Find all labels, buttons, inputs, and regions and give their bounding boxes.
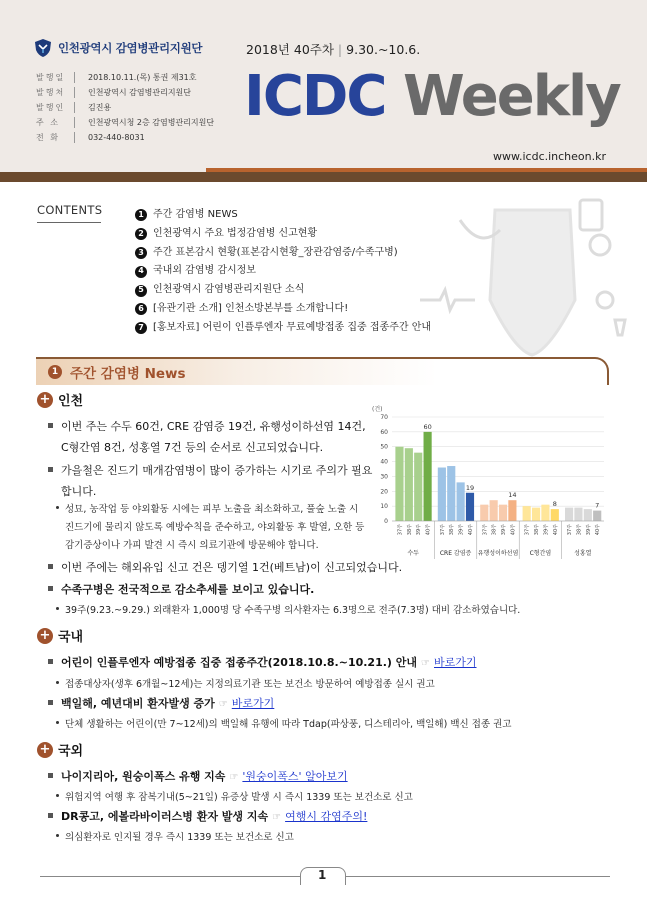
bar: [584, 509, 592, 521]
item-number: 3: [135, 247, 147, 259]
item-text: [홍보자료] 어린이 인플루엔자 무료예방접종 집중 접종주간 안내: [153, 321, 432, 333]
week-tick-label: 40주: [425, 524, 432, 536]
week-tick-label: 40주: [552, 524, 559, 536]
issue-period: 9.30.~10.6.: [346, 42, 421, 57]
week-tick-label: 38주: [449, 524, 456, 536]
week-tick-label: 40주: [467, 524, 474, 536]
pointing-hand-icon: ☞: [272, 812, 282, 823]
item-number: 6: [135, 303, 147, 315]
meta-value: 032-440-8031: [88, 133, 145, 142]
header-stripe: [0, 172, 647, 182]
item-text: 인천광역시 주요 법정감염병 신고현황: [153, 227, 318, 239]
sub-bullet-text: 접종대상자(생후 6개월~12세)는 지정의료기관 또는 보건소 방문하여 예방접종 실시 권고: [65, 679, 435, 690]
sub-bullet-text: 성묘, 농작업 등 야외활동 시에는 피부 노출을 최소화하고, 풀숲 노출 시: [65, 504, 359, 515]
item-text: 국내외 감염병 감시정보: [153, 265, 256, 277]
contents-item[interactable]: [135, 262, 431, 281]
meta-value: 2018.10.11.(목) 통권 제31호: [88, 73, 197, 82]
bar: [551, 509, 559, 521]
pointing-hand-icon: ☞: [229, 772, 239, 783]
y-tick-label: 0: [384, 518, 388, 525]
y-axis-label: (건): [372, 406, 383, 413]
meta-key: 발행인: [36, 103, 66, 112]
y-tick-label: 40: [380, 458, 388, 466]
pointing-hand-icon: ☞: [218, 699, 228, 710]
bullet-item: [48, 416, 366, 458]
sub-bullet-item: [56, 789, 413, 807]
week-tick-label: 38주: [576, 524, 583, 536]
week-tick-label: 37주: [524, 524, 531, 536]
week-tick-label: 38주: [406, 524, 413, 536]
contents-item[interactable]: [135, 225, 431, 244]
item-number: 2: [135, 228, 147, 240]
bar: [457, 482, 465, 521]
item-text: 인천광역시 감염병관리지원단 소식: [153, 284, 305, 296]
sub-bullet-text: 감기증상이나 가피 발견 시 즉시 의료기관에 방문해야 합니다.: [65, 540, 319, 551]
y-tick-label: 70: [380, 414, 388, 421]
item-number: 4: [135, 266, 147, 278]
sub-bullet-text: 39주(9.23.~9.29.) 외래환자 1,000명 당 수족구병 의사환자는 6.3명으로 전주(7.3명) 대비 감소하였습니다.: [65, 605, 521, 616]
item-text: [유관기관 소개] 인천소방본부를 소개합니다!: [153, 302, 349, 314]
contents-heading: CONTENTS: [37, 203, 103, 217]
bar: [541, 505, 549, 521]
contents-item[interactable]: [135, 244, 431, 263]
week-tick-label: 40주: [510, 524, 517, 536]
y-tick-label: 60: [380, 428, 388, 436]
bullet-text: 수족구병은 전국적으로 감소추세를 보이고 있습니다.: [61, 583, 315, 596]
category-label: 유행성이하선염: [477, 550, 519, 557]
sub-bullet-item: [56, 602, 520, 620]
y-tick-label: 30: [380, 473, 388, 481]
week-tick-label: 38주: [491, 524, 498, 536]
contents-item[interactable]: [135, 300, 431, 319]
bullet-text: 이번 주는 수두 60건, CRE 감염증 19건, 유행성이하선염 14건,: [61, 420, 366, 433]
bar: [593, 511, 601, 521]
week-tick-label: 40주: [595, 524, 602, 536]
data-label: 7: [595, 501, 600, 510]
week-tick-label: 37주: [567, 524, 574, 536]
subsection-domestic: [37, 626, 83, 645]
category-label: C형간염: [529, 550, 552, 557]
sub-bullet-item: [56, 829, 294, 847]
bullet-item: [48, 766, 348, 788]
bar: [424, 432, 432, 521]
bullet-item: [48, 806, 367, 828]
bullet-text: DR콩고, 에볼라바이러스병 환자 발생 지속: [61, 810, 269, 823]
bar: [490, 500, 498, 521]
bullet-text: 합니다.: [61, 485, 97, 498]
bullet-item: [48, 557, 402, 578]
subsection-incheon: [37, 390, 83, 409]
sub-bullet-item: [56, 501, 364, 555]
week-tick-label: 39주: [458, 524, 465, 536]
bullet-item: [48, 693, 274, 715]
data-label: 14: [508, 491, 517, 500]
medical-illustration: [400, 190, 640, 360]
sub-bullet-item: [56, 716, 511, 734]
plus-icon: +: [37, 742, 53, 758]
bar: [532, 508, 540, 521]
bullet-text: 이번 주에는 해외유입 신고 건은 뎅기열 1건(베트남)이 신고되었습니다.: [61, 561, 403, 574]
sub-bullet-text: 단체 생활하는 어린이(만 7~12세)의 백일해 유행에 따라 Tdap(파상풍, 디스테리아, 백일해) 백신 접종 권고: [65, 719, 512, 730]
bullet-text: C형간염 8건, 성홍열 7건 등의 순서로 신고되었습니다.: [61, 441, 324, 454]
plus-icon: +: [37, 392, 53, 408]
publication-meta: [36, 70, 214, 145]
item-text: 주간 감염병 NEWS: [153, 209, 238, 220]
subsection-label: 국외: [58, 744, 84, 759]
category-label: CRE 감염증: [439, 550, 472, 557]
bar: [565, 508, 573, 521]
item-text: 주간 표본감시 현황(표본감시현황_장관감염증/수족구병): [153, 246, 398, 258]
item-number: 1: [135, 209, 147, 221]
plus-icon: +: [37, 628, 53, 644]
y-tick-label: 10: [380, 503, 388, 511]
bar: [523, 506, 531, 521]
title-icdc: ICDC: [244, 64, 386, 129]
org-logo: [34, 38, 202, 58]
bullet-text: 백일해, 예년대비 환자발생 증가: [61, 697, 215, 710]
bar: [480, 505, 488, 521]
section-number: 1: [48, 365, 62, 379]
sub-bullet-item: [56, 676, 435, 694]
meta-key: 전 화: [36, 133, 60, 142]
link-monkeypox[interactable]: '원숭이폭스' 알아보기: [242, 770, 348, 783]
subsection-overseas: [37, 740, 83, 759]
meta-value: 김진용: [88, 103, 112, 112]
org-name: 인천광역시 감염병관리지원단: [58, 41, 203, 55]
item-number: 5: [135, 285, 147, 297]
data-label: 19: [465, 483, 475, 492]
section-header: [36, 357, 609, 385]
sub-bullet-text: 진드기에 물리지 않도록 예방수칙을 준수하고, 야외활동 후 발열, 오한 등: [65, 522, 365, 533]
y-tick-label: 50: [380, 443, 388, 451]
meta-key: 주 소: [36, 118, 60, 127]
bullet-text: 나이지리아, 원숭이폭스 유행 지속: [61, 770, 226, 783]
header-accent-stripe: [206, 168, 647, 172]
page-number: 1: [318, 868, 327, 882]
bullet-text: 어린이 인플루엔자 예방접종 집중 접종주간(2018.10.8.~10.21.) 안내: [61, 656, 418, 669]
week-tick-label: 37주: [439, 524, 446, 536]
contents-item[interactable]: [135, 319, 431, 338]
bar: [395, 447, 403, 521]
bar: [499, 505, 507, 521]
issue-info: 2018년 40주차 | 9.30.~10.6.: [246, 42, 421, 57]
y-tick-label: 20: [380, 488, 388, 496]
bullet-item: [48, 579, 314, 600]
pointing-hand-icon: ☞: [421, 658, 430, 669]
subsection-label: 인천: [58, 394, 84, 409]
newsletter-title: [244, 62, 620, 132]
bullet-item: [48, 652, 477, 674]
week-tick-label: 39주: [585, 524, 592, 536]
sub-bullet-text: 의심환자로 인지될 경우 즉시 1339 또는 보건소로 신고: [65, 832, 294, 843]
bar: [466, 493, 474, 521]
bar: [414, 453, 422, 521]
data-label: 60: [423, 422, 432, 431]
issue-week: 2018년 40주차: [246, 42, 334, 57]
week-tick-label: 38주: [534, 524, 541, 536]
category-label: 수두: [407, 550, 419, 557]
meta-value: 인천광역시청 2층 감염병관리지원단: [88, 118, 215, 127]
meta-key: 발행처: [36, 88, 66, 97]
contents-underline: [37, 222, 101, 223]
shield-logo-icon: [34, 38, 52, 58]
item-number: 7: [135, 322, 147, 334]
sub-bullet-text: 위험지역 여행 후 잠복기내(5~21일) 유증상 발생 시 즉시 1339 또는 보건소로 신고: [65, 792, 413, 803]
contents-item[interactable]: [135, 281, 431, 300]
week-tick-label: 39주: [543, 524, 550, 536]
data-label: 8: [552, 500, 557, 509]
bar: [405, 448, 413, 521]
meta-key: 발행일: [36, 73, 66, 82]
bar: [508, 500, 516, 521]
bar: [438, 468, 446, 521]
contents-item[interactable]: [135, 206, 431, 225]
bar: [574, 508, 582, 521]
week-tick-label: 37주: [397, 524, 404, 536]
category-label: 성홍열: [574, 550, 592, 557]
title-weekly: Weekly: [403, 64, 620, 129]
week-tick-label: 39주: [501, 524, 508, 536]
bullet-item: [48, 460, 372, 502]
week-tick-label: 37주: [482, 524, 489, 536]
website-link[interactable]: www.icdc.incheon.kr: [493, 150, 607, 163]
bar: [447, 466, 455, 521]
weekly-cases-chart: [370, 403, 608, 563]
link-vaccination[interactable]: 바로가기: [434, 656, 477, 669]
link-pertussis[interactable]: 바로가기: [231, 697, 275, 710]
link-travel-warning[interactable]: 여행시 감염주의!: [285, 810, 368, 823]
meta-value: 인천광역시 감염병관리지원단: [88, 88, 192, 97]
contents-list: [135, 206, 431, 338]
week-tick-label: 39주: [416, 524, 423, 536]
section-title: 주간 감염병 News: [70, 366, 186, 382]
subsection-label: 국내: [58, 630, 84, 645]
bullet-text: 가을철은 진드기 매개감염병이 많이 증가하는 시기로 주의가 필요: [61, 464, 373, 477]
